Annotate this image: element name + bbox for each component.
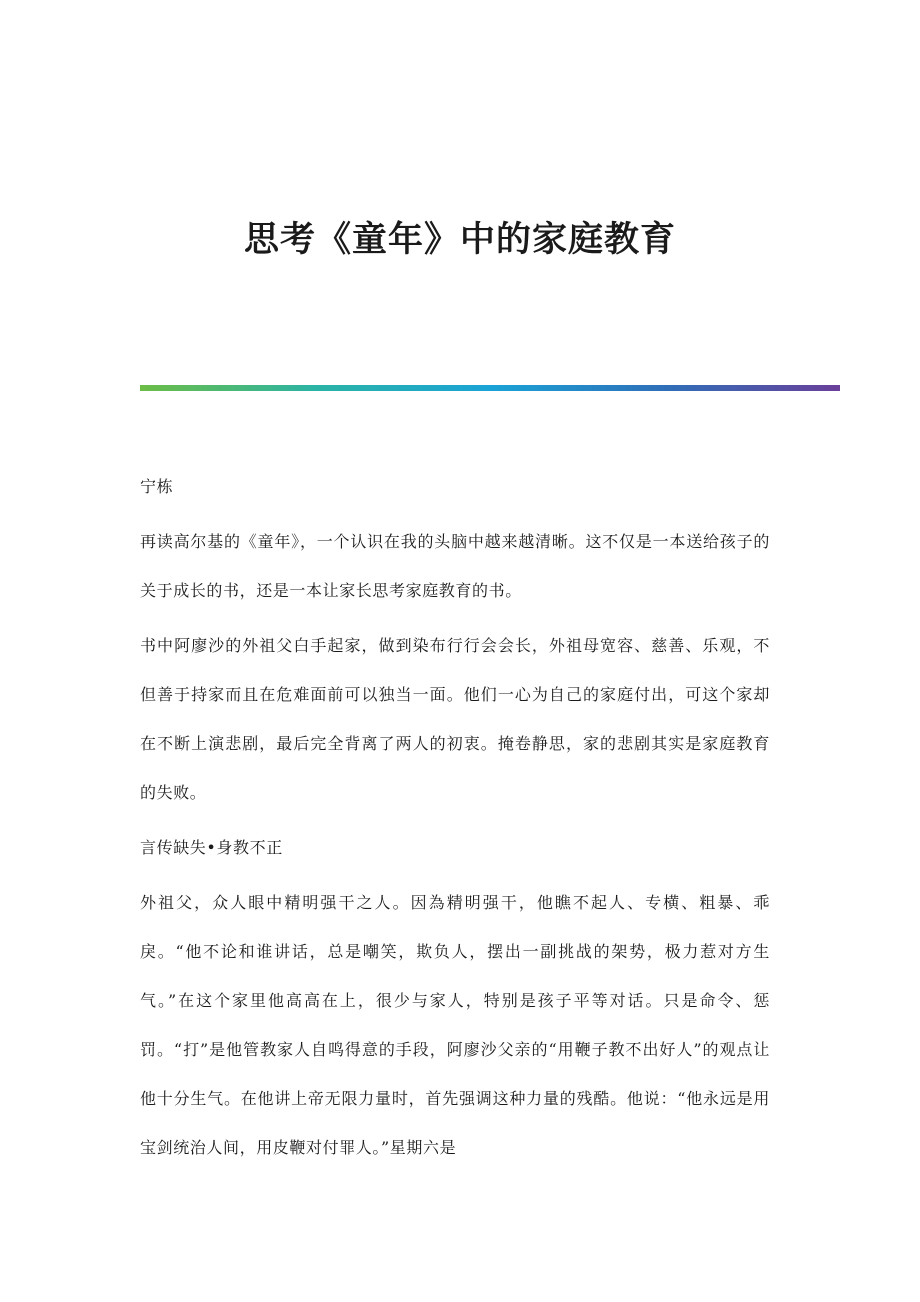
paragraph: 外祖父，众人眼中精明强干之人。因為精明强干，他瞧不起人、专横、粗暴、乖戾。“他不论和谁讲话，总是嘲笑，欺负人，摆出一副挑战的架势，极力惹对方生气。”在这个家里他高高在上，很少与家人，特别是孩子平等对话。只是命令、惩罚。“打”是他管教家人自鸣得意的手段，阿廖沙父亲的“用鞭子教不出好人”的观点让他十分生气。在他讲上帝无限力量时，首先强调这种力量的残酷。他说：“他永远是用宝剑统治人间，用皮鞭对付罪人。”星期六是 [140, 893, 770, 1157]
title-divider [140, 385, 840, 391]
section-heading: 言传缺失•身教不正 [140, 838, 283, 857]
paragraph: 书中阿廖沙的外祖父白手起家，做到染布行行会会长，外祖母宽容、慈善、乐观，不但善于持家而且在危难面前可以独当一面。他们一心为自己的家庭付出，可这个家却在不断上演悲剧，最后完全背离了两人的初衷。掩卷静思，家的悲剧其实是家庭教育的失败。 [140, 636, 770, 802]
article-body [140, 462, 770, 1178]
author-name: 宁栋 [140, 477, 174, 496]
page-title: 思考《童年》中的家庭教育 [243, 219, 676, 260]
paragraph: 再读高尔基的《童年》，一个认识在我的头脑中越来越清晰。这不仅是一本送给孩子的关于成长的书，还是一本让家长思考家庭教育的书。 [140, 532, 770, 600]
